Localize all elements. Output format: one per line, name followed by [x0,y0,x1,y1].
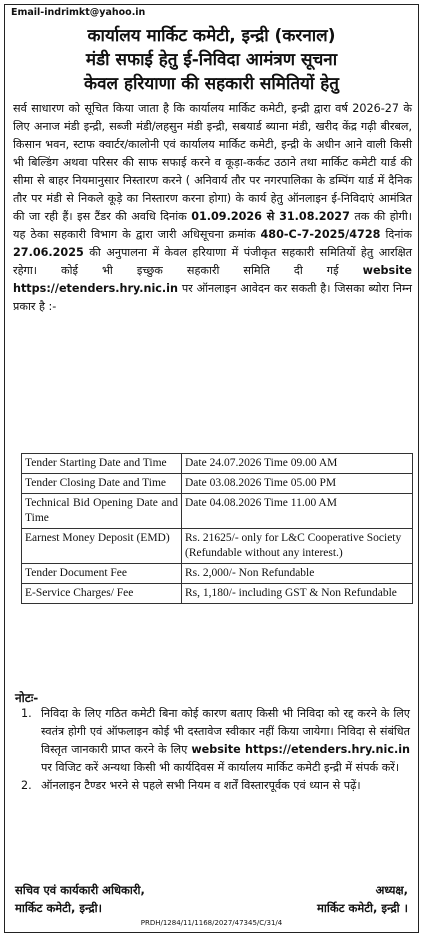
signature-line: अध्यक्ष, [375,883,408,897]
tender-period: 01.09.2026 से 31.08.2027 [191,210,350,223]
row-value: Rs, 1,180/- including GST & Non Refundable [182,584,413,604]
email-address: Email-indrimkt@yahoo.in [11,7,146,18]
table-row [22,584,413,604]
row-value: Date 04.08.2026 Time 11.00 AM [182,494,413,529]
row-label: Technical Bid Opening Date and Time [22,494,182,529]
signature-secretary [15,881,145,917]
website-link[interactable]: website https://etenders.hry.nic.in [13,264,412,295]
signature-line: सचिव एवं कार्यकारी अधिकारी, [15,883,145,897]
note-number: 2. [21,779,32,792]
signature-line: मार्किट कमेटी, इन्द्री । [317,901,408,915]
release-code: PRDH/1284/11/1168/2027/47345/C/31/4 [140,919,283,927]
note-item [13,705,410,777]
notice-title-eligibility: केवल हरियाणा की सहकारी समितियों हेतु [84,74,339,94]
notification-date: 27.06.2025 [13,246,84,259]
tender-details-table [21,453,413,604]
body-text-5: पर ऑनलाइन आवेदन कर सकती है। जिसका ब्योरा निम्न प्रकार है :- [13,282,412,313]
body-text-4: की अनुपालना में केवल हरियाणा में पंजीकृत सहकारी समितियों हेतु आरक्षित रहेगा। कोई भी इच्छुक सहकारी समिति दी गई [13,246,412,277]
notice-body [13,100,412,316]
note-text-cont: पर विजिट करें अन्यथा किसी भी कार्यदिवस में कार्यालय मार्किट कमेटी इन्द्री में संपर्क करें। [41,761,400,774]
table-row [22,494,413,529]
note-item [13,777,410,795]
row-label: Tender Document Fee [22,564,182,584]
notice-title-office: कार्यालय मार्किट कमेटी, इन्द्री (करनाल) [87,26,336,46]
row-label: E-Service Charges/ Fee [22,584,182,604]
note-website-link[interactable]: website https://etenders.hry.nic.in [191,743,411,756]
note-heading: नोटः- [15,691,39,705]
body-text-2: तक की होगी। यह ठेका सहकारी विभाग के द्वारा जारी अधिसूचना क्रमांक [13,210,412,241]
row-value: Rs. 21625/- only for L&C Cooperative Society (Refundable without any interest.) [182,529,413,564]
row-value: Rs. 2,000/- Non Refundable [182,564,413,584]
table-row [22,474,413,494]
tender-notice [4,4,419,933]
notes-list [13,705,410,795]
note-number: 1. [21,707,32,720]
row-value: Date 24.07.2026 Time 09.00 AM [182,454,413,474]
table-row [22,454,413,474]
signature-chairman [317,881,408,917]
row-label: Earnest Money Deposit (EMD) [22,529,182,564]
body-text-1: सर्व साधारण को सूचित किया जाता है कि कार्यालय मार्किट कमेटी, इन्द्री द्वारा वर्ष 2026-27 के लिए अनाज मंडी इन्द्री, सब्जी मंडी/लहसुन मंडी इन्द्री, सबयार्ड ब्याना मंडी, खरीद केंद्र गढ़ी बीरबल, किसान भवन, स्टाफ क्वार्टर/कालोनी एवं कार्यालय मार्किट कमेटी, इन्द्री के अधीन आने वाली किसी भी बिल्डिंग अथवा परिसर की साफ सफाई करने व कूड़ा-कर्कट उठाने तथा मार्किट कमेटी यार्ड की सीमा से बाहर नियमानुसार निस्तारण करने ( अनिवार्य तौर पर नगरपालिका के डम्पिंग यार्ड में दैनिक तौर पर मंडी से निकले कूड़े का निस्तारण करना होगा) के कार्य हेतु ऑनलाइन ई-निविदाएं आमंत्रित की जा रही हैं। इस टैंडर की अवधि दिनांक [13,102,412,223]
table-row [22,564,413,584]
table-row [22,529,413,564]
note-text: निविदा के लिए गठित कमेटी बिना कोई कारण बताए किसी भी निविदा को रद्द करने के लिए स्वतंत्र होगी एवं ऑफलाइन कोई भी दस्तावेज स्वीकार नहीं किया जायेगा। निविदा से संबंधित विस्तृत जानकारी प्राप्त करने के लिए [41,707,410,756]
notification-number: 480-C-7-2025/4728 [260,228,381,241]
row-label: Tender Closing Date and Time [22,474,182,494]
row-label: Tender Starting Date and Time [22,454,182,474]
signature-line: मार्किट कमेटी, इन्द्री। [15,901,102,915]
note-text: ऑनलाइन टैण्डर भरने से पहले सभी नियम व शर्तें विस्तारपूर्वक एवं ध्यान से पढ़ें। [41,779,361,792]
row-value: Date 03.08.2026 Time 05.00 PM [182,474,413,494]
notice-title-subject: मंडी सफाई हेतु ई-निविदा आमंत्रण सूचना [85,50,338,70]
body-text-3: दिनांक [385,228,413,241]
